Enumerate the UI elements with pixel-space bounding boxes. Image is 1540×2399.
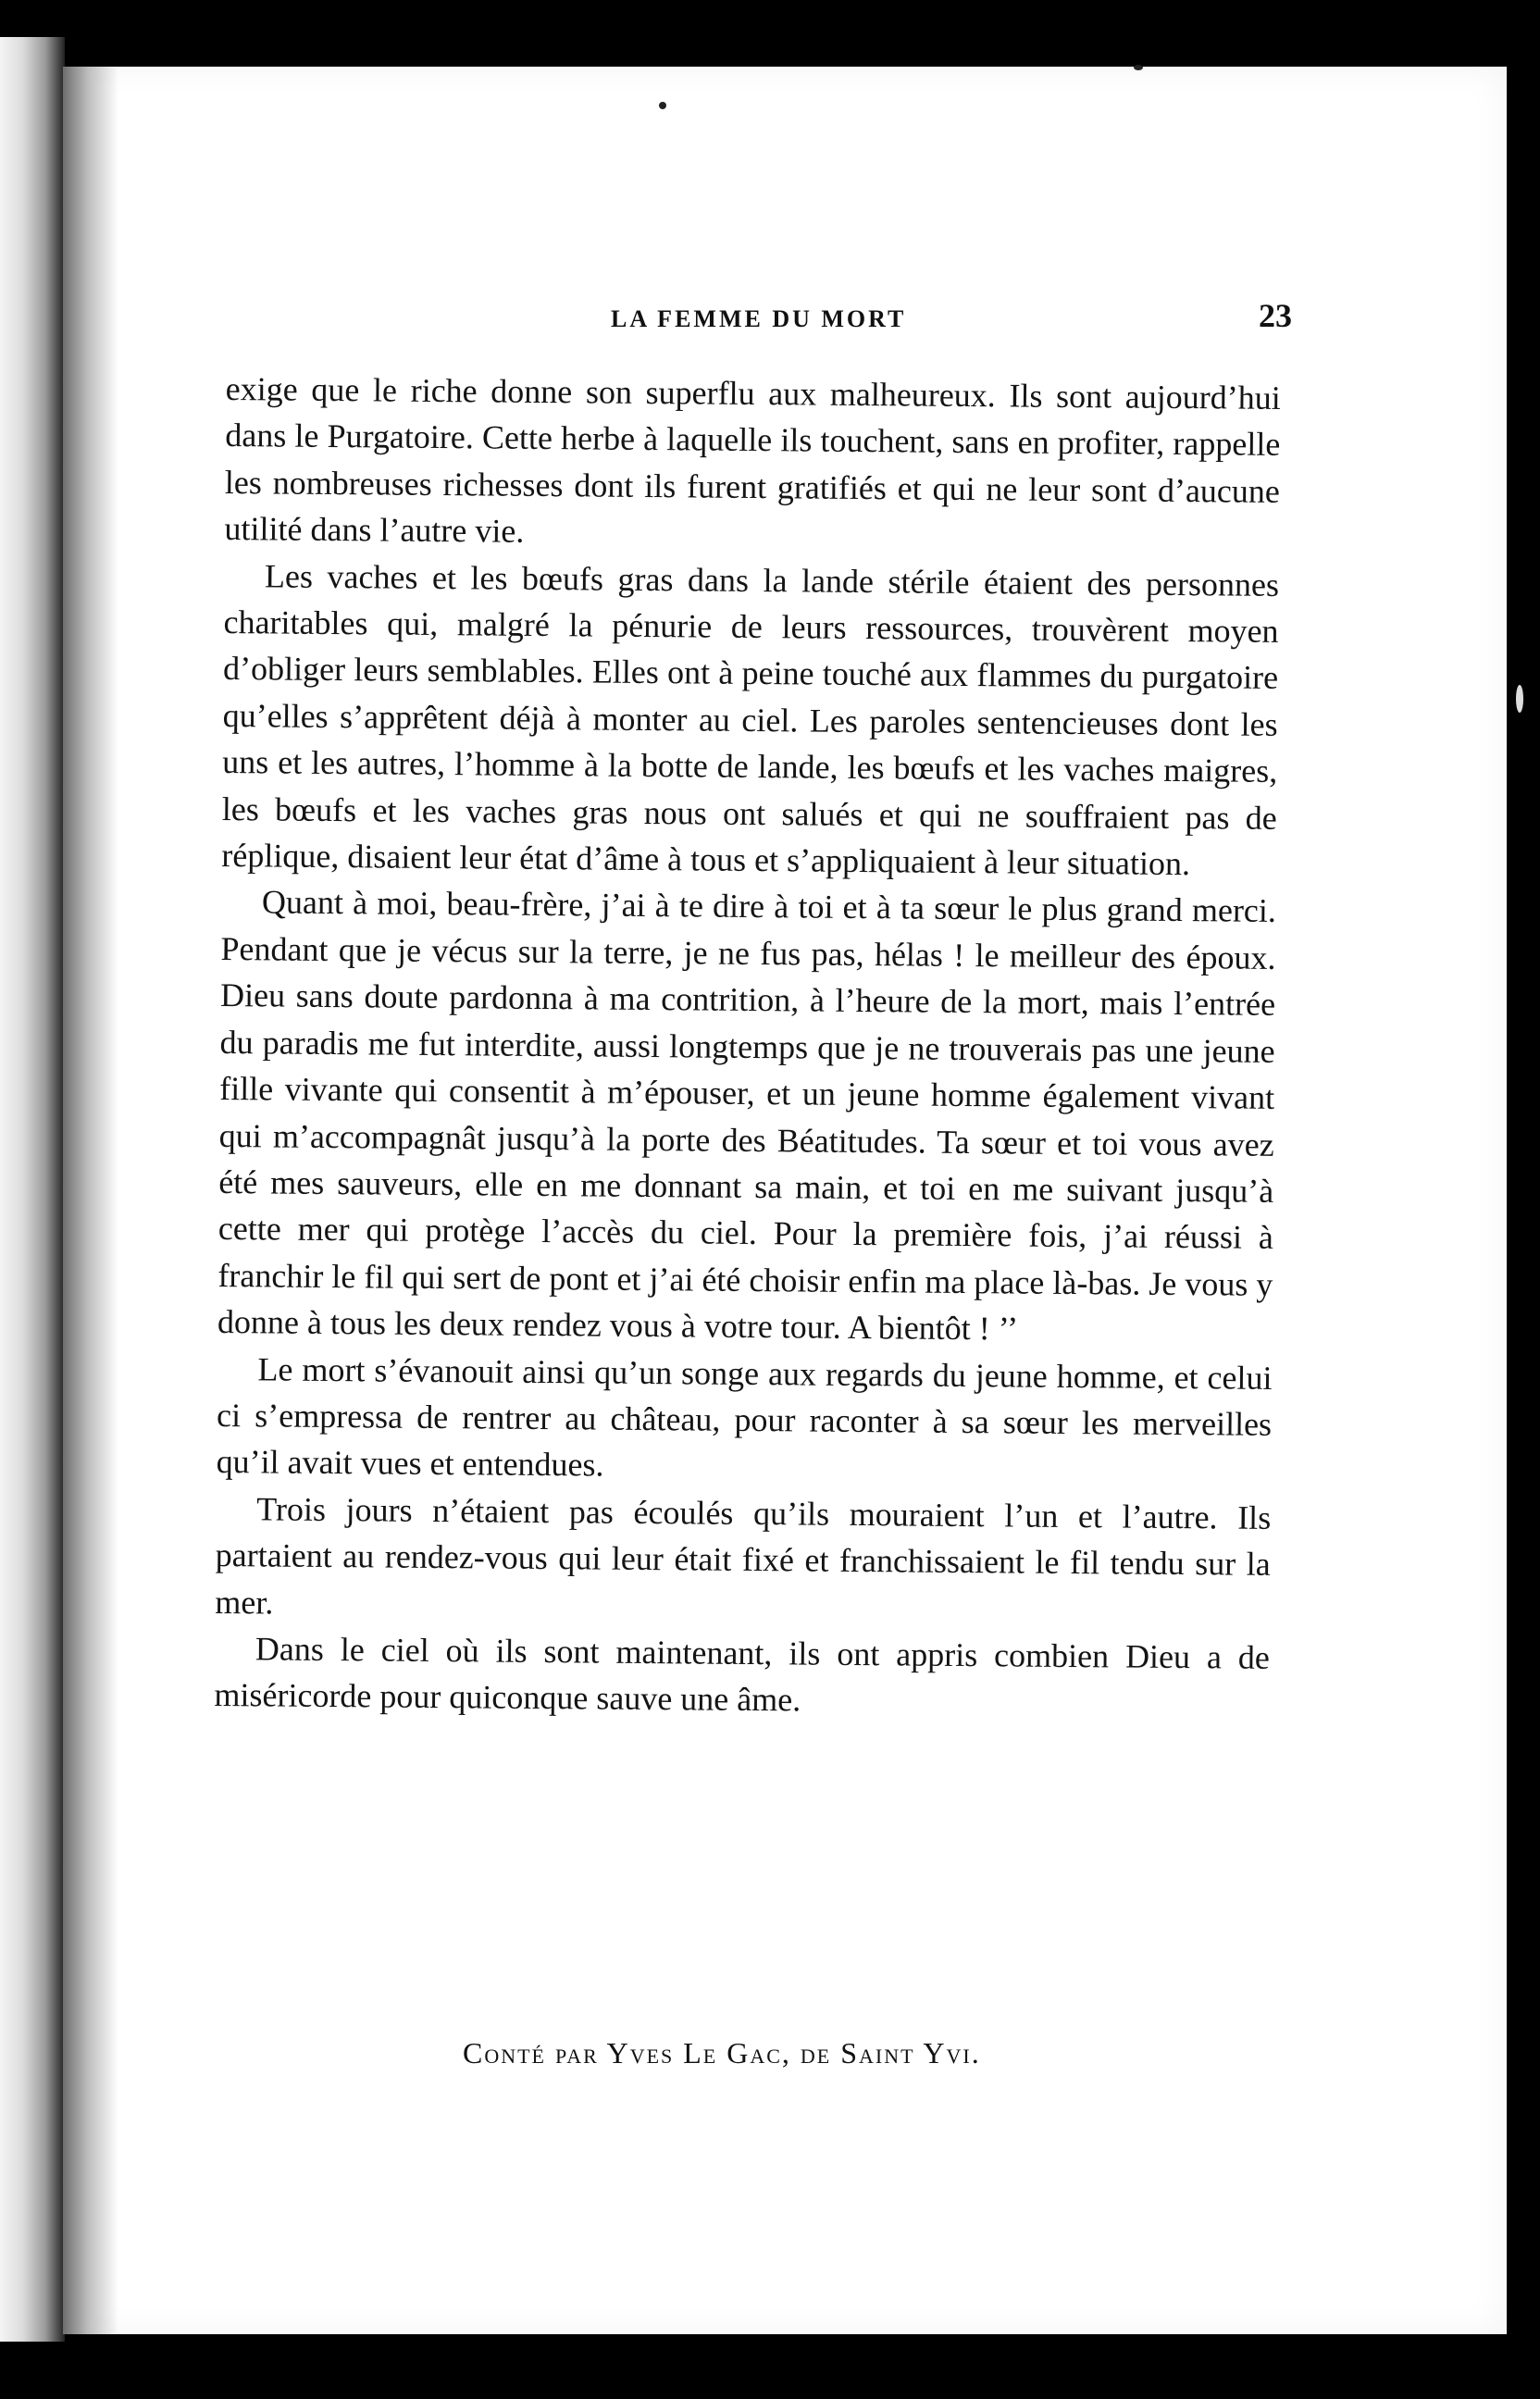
page-number: 23 — [1259, 297, 1292, 334]
adjacent-page-edge — [0, 37, 65, 2342]
scan-speck — [659, 102, 666, 109]
paragraph-1: exige que le riche donne son superflu aux malheureux. Ils sont aujourd’hui dans le Purgatoire. Cette herbe à laquelle ils touchent, sans en profiter, rappelle les nombreuses richesses dont ils furent gratifiés et qui ne leur sont d’aucune utilité dans l’autre vie. — [224, 369, 1281, 551]
paragraph-5: Trois jours n’étaient pas écoulés qu’ils mouraient l’un et l’autre. Ils partaient au rendez-vous qui leur était fixé et franchissaient le fil tendu sur la mer. — [215, 1490, 1272, 1622]
paragraph-2: Les vaches et les bœufs gras dans la lande stérile étaient des personnes charitables qui, malgré la pénurie de leurs ressources, trouvèrent moyen d’obliger leurs semblables. Elles ont à peine touché aux flammes du purgatoire qu’elles s’apprêtent déjà à monter au ciel. Les paroles sentencieuses dont les uns et les autres, l’homme à la botte de lande, les bœufs et les vaches maigres, les bœufs et les vaches gras nous ont salués et qui ne souffraient pas de réplique, disaient leur état d’âme à tous et s’appliquaient à leur situation. — [221, 557, 1280, 883]
scan-speck — [1134, 65, 1143, 70]
body-text — [214, 366, 1281, 1728]
gutter-shadow — [63, 67, 118, 2334]
attribution-signature: Conté par Yves Le Gac, de Saint Yvi. — [463, 2036, 981, 2070]
page-header — [611, 296, 1292, 342]
paragraph-6: Dans le ciel où ils sont maintenant, ils ont appris combien Dieu a de miséricorde pour quiconque sauve une âme. — [214, 1630, 1271, 1719]
paragraph-3: Quant à moi, beau-frère, j’ai à te dire à toi et à ta sœur le plus grand merci. Pendant que je vécus sur la terre, je ne fus pas, hélas ! le meilleur des époux. Dieu sans doute pardonna à ma contrition, à l’heure de la mort, mais l’entrée du paradis me fut interdite, aussi longtemps que je ne trouverais pas une jeune fille vivante qui consentit à m’épouser, et un jeune homme également vivant qui m’accompagnât jusqu’à la porte des Béatitudes. Ta sœur et toi vous avez été mes sauveurs, elle en me donnant sa main, et toi en me suivant jusqu’à cette mer qui protège l’accès du ciel. Pour la première fois, j’ai réussi à franchir le fil qui sert de pont et j’ai été choisir enfin ma place là-bas. Je vous y donne à tous les deux rendez vous à votre tour. A bientôt ! ’’ — [217, 883, 1277, 1348]
scan-speck — [1516, 685, 1523, 713]
running-title: LA FEMME DU MORT — [611, 305, 907, 332]
paragraph-4: Le mort s’évanouit ainsi qu’un songe aux regards du jeune homme, et celui ci s’empressa de rentrer au château, pour raconter à sa sœur les merveilles qu’il avait vues et entendues. — [216, 1349, 1273, 1484]
